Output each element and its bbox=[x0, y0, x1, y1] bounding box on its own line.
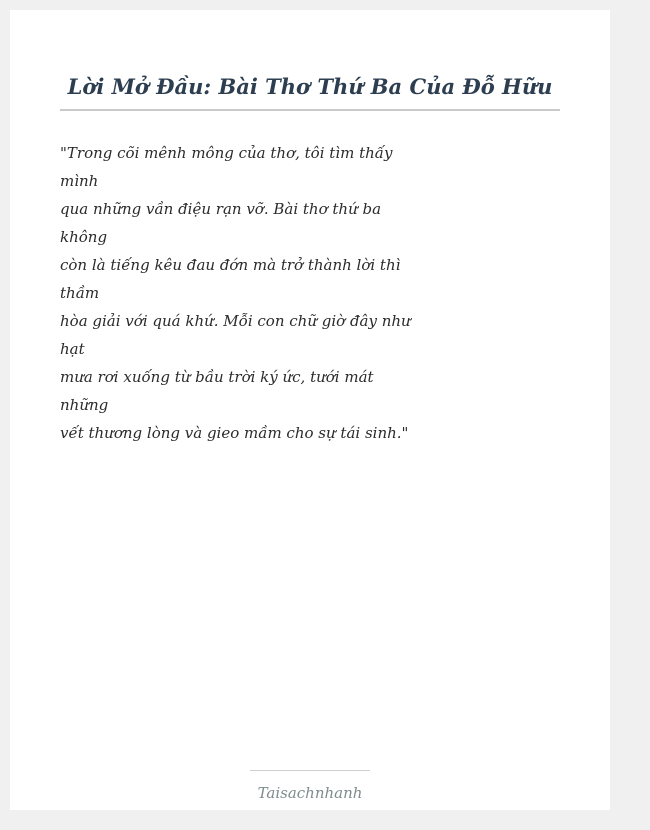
quote-line: "Trong cõi mênh mông của thơ, tôi tìm thấy bbox=[60, 144, 393, 162]
page-title: Lời Mở Đầu: Bài Thơ Thứ Ba Của Đỗ Hữu bbox=[67, 74, 553, 99]
quote-line: mình bbox=[60, 172, 99, 190]
quote-line: hạt bbox=[60, 340, 85, 358]
footer-site-name: Taisachnhanh bbox=[257, 784, 363, 802]
quote-line: không bbox=[60, 228, 108, 246]
quote-line: hòa giải với quá khứ. Mỗi con chữ giờ đây như bbox=[60, 312, 411, 330]
quote-block bbox=[60, 139, 411, 447]
document-page bbox=[10, 10, 610, 810]
quote-line: còn là tiếng kêu đau đớn mà trở thành lời thì bbox=[60, 256, 401, 274]
footer-divider bbox=[250, 770, 370, 771]
title-divider bbox=[60, 109, 560, 111]
quote-line: thầm bbox=[60, 284, 100, 302]
quote-line: qua những vần điệu rạn vỡ. Bài thơ thứ ba bbox=[60, 200, 382, 218]
quote-line: vết thương lòng và gieo mầm cho sự tái sinh." bbox=[60, 424, 409, 442]
quote-line: những bbox=[60, 396, 109, 414]
quote-line: mưa rơi xuống từ bầu trời ký ức, tưới mát bbox=[60, 368, 374, 386]
